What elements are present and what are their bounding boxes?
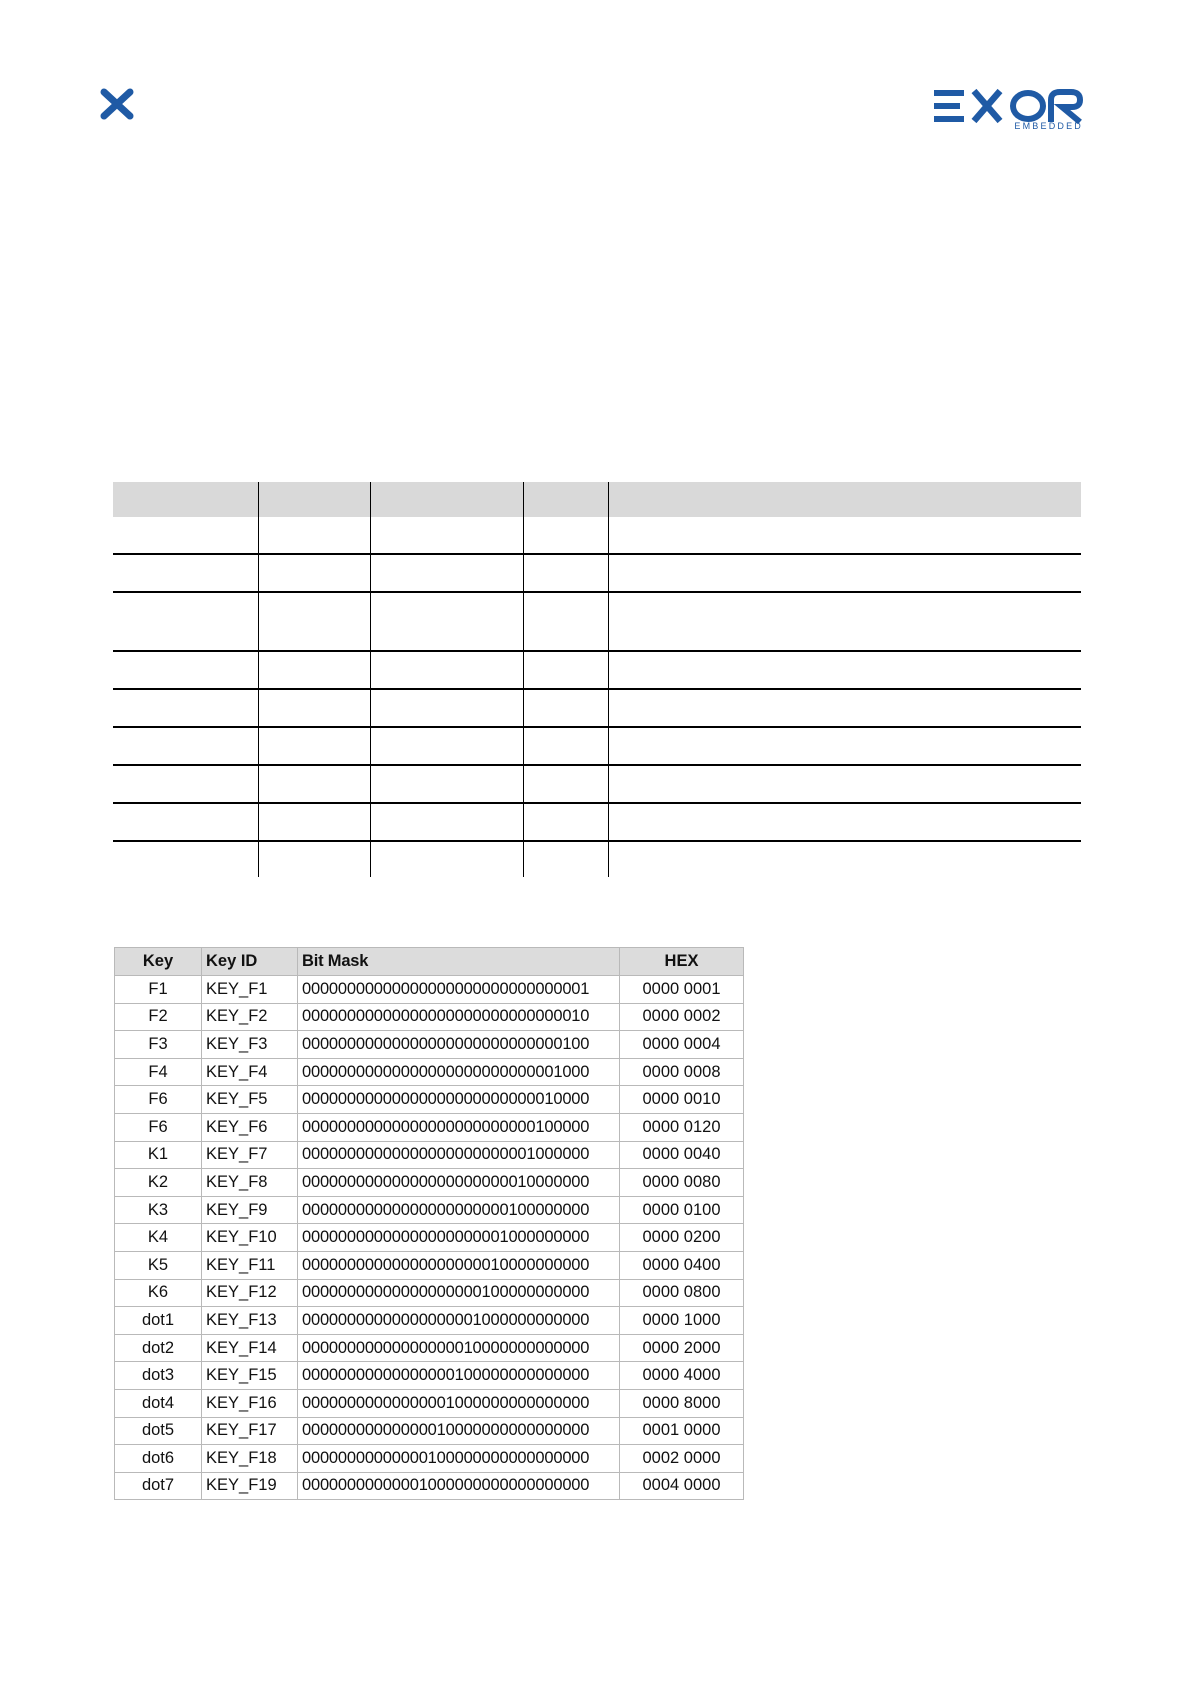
upper-table — [113, 482, 1081, 877]
bit-mask-cell: 00000000000000100000000000000000 — [298, 1445, 620, 1473]
hex-cell: 0000 0040 — [620, 1141, 744, 1169]
table-row — [115, 976, 744, 1004]
table-row — [115, 1141, 744, 1169]
table-row — [115, 1279, 744, 1307]
table-row — [115, 1086, 744, 1114]
key-cell: dot3 — [115, 1362, 202, 1390]
upper-table-header-row — [113, 482, 1081, 517]
column-header-key: Key — [115, 948, 202, 976]
key-cell: F4 — [115, 1058, 202, 1086]
key-cell: dot4 — [115, 1389, 202, 1417]
hex-cell: 0000 0100 — [620, 1196, 744, 1224]
key-cell: dot5 — [115, 1417, 202, 1445]
hex-cell: 0000 0004 — [620, 1031, 744, 1059]
table-row — [115, 1417, 744, 1445]
hex-cell: 0000 1000 — [620, 1307, 744, 1335]
key-id-cell: KEY_F2 — [202, 1003, 298, 1031]
bit-mask-cell: 00000000000000000000100000000000 — [298, 1279, 620, 1307]
bit-mask-cell: 00000000000000000000000000000001 — [298, 976, 620, 1004]
table-row — [115, 1389, 744, 1417]
hex-cell: 0000 0800 — [620, 1279, 744, 1307]
key-id-cell: KEY_F13 — [202, 1307, 298, 1335]
hex-cell: 0000 0200 — [620, 1224, 744, 1252]
key-cell: K6 — [115, 1279, 202, 1307]
key-table-header-row — [115, 948, 744, 976]
key-id-cell: KEY_F12 — [202, 1279, 298, 1307]
table-row — [115, 1003, 744, 1031]
upper-table-row — [113, 841, 1081, 877]
table-row — [115, 1362, 744, 1390]
key-cell: K2 — [115, 1169, 202, 1197]
column-header-hex: HEX — [620, 948, 744, 976]
table-row — [115, 1169, 744, 1197]
key-id-cell: KEY_F6 — [202, 1113, 298, 1141]
table-row — [115, 1224, 744, 1252]
key-cell: F3 — [115, 1031, 202, 1059]
key-id-cell: KEY_F7 — [202, 1141, 298, 1169]
key-cell: K3 — [115, 1196, 202, 1224]
hex-cell: 0001 0000 — [620, 1417, 744, 1445]
key-cell: K4 — [115, 1224, 202, 1252]
hex-cell: 0004 0000 — [620, 1472, 744, 1500]
bit-mask-cell: 00000000000000000000000010000000 — [298, 1169, 620, 1197]
key-cell: F6 — [115, 1113, 202, 1141]
bit-mask-cell: 00000000000000000000000100000000 — [298, 1196, 620, 1224]
table-row — [115, 1251, 744, 1279]
hex-cell: 0002 0000 — [620, 1445, 744, 1473]
bit-mask-cell: 00000000000000000001000000000000 — [298, 1307, 620, 1335]
key-id-cell: KEY_F18 — [202, 1445, 298, 1473]
hex-cell: 0000 0400 — [620, 1251, 744, 1279]
table-row — [115, 1113, 744, 1141]
upper-table-row — [113, 651, 1081, 689]
key-id-cell: KEY_F8 — [202, 1169, 298, 1197]
key-cell: F6 — [115, 1086, 202, 1114]
key-id-cell: KEY_F15 — [202, 1362, 298, 1390]
bit-mask-cell: 00000000000000010000000000000000 — [298, 1417, 620, 1445]
hex-cell: 0000 0120 — [620, 1113, 744, 1141]
table-row — [115, 1307, 744, 1335]
key-cell: K5 — [115, 1251, 202, 1279]
bit-mask-cell: 00000000000000000000000000010000 — [298, 1086, 620, 1114]
key-id-cell: KEY_F9 — [202, 1196, 298, 1224]
logo-subtext: EMBEDDED — [1014, 121, 1083, 131]
key-id-cell: KEY_F10 — [202, 1224, 298, 1252]
upper-table-row — [113, 689, 1081, 727]
hex-cell: 0000 0002 — [620, 1003, 744, 1031]
table-row — [115, 1031, 744, 1059]
x-mark-icon — [100, 88, 134, 120]
upper-table-row — [113, 517, 1081, 554]
key-cell: F2 — [115, 1003, 202, 1031]
key-cell: K1 — [115, 1141, 202, 1169]
table-row — [115, 1472, 744, 1500]
hex-cell: 0000 0008 — [620, 1058, 744, 1086]
bit-mask-cell: 00000000000000000000000000000100 — [298, 1031, 620, 1059]
bit-mask-cell: 00000000000001000000000000000000 — [298, 1472, 620, 1500]
hex-cell: 0000 0080 — [620, 1169, 744, 1197]
key-cell: dot1 — [115, 1307, 202, 1335]
bit-mask-cell: 00000000000000000000000000000010 — [298, 1003, 620, 1031]
bit-mask-cell: 00000000000000000000010000000000 — [298, 1251, 620, 1279]
hex-cell: 0000 4000 — [620, 1362, 744, 1390]
bit-mask-cell: 00000000000000001000000000000000 — [298, 1389, 620, 1417]
key-id-cell: KEY_F1 — [202, 976, 298, 1004]
key-cell: dot2 — [115, 1334, 202, 1362]
upper-table-row — [113, 727, 1081, 765]
column-header-bit-mask: Bit Mask — [298, 948, 620, 976]
table-row — [115, 1058, 744, 1086]
upper-table-row — [113, 803, 1081, 841]
key-id-cell: KEY_F11 — [202, 1251, 298, 1279]
key-cell: F1 — [115, 976, 202, 1004]
upper-table-row — [113, 592, 1081, 651]
key-id-cell: KEY_F16 — [202, 1389, 298, 1417]
bit-mask-cell: 00000000000000000100000000000000 — [298, 1362, 620, 1390]
hex-cell: 0000 0010 — [620, 1086, 744, 1114]
hex-cell: 0000 8000 — [620, 1389, 744, 1417]
key-id-cell: KEY_F3 — [202, 1031, 298, 1059]
key-table-body — [115, 976, 744, 1500]
bit-mask-cell: 00000000000000000000001000000000 — [298, 1224, 620, 1252]
column-header-key-id: Key ID — [202, 948, 298, 976]
bit-mask-cell: 00000000000000000000000000001000 — [298, 1058, 620, 1086]
key-cell: dot7 — [115, 1472, 202, 1500]
key-id-cell: KEY_F5 — [202, 1086, 298, 1114]
upper-table-row — [113, 765, 1081, 803]
key-id-cell: KEY_F19 — [202, 1472, 298, 1500]
bit-mask-cell: 00000000000000000000000000100000 — [298, 1113, 620, 1141]
key-cell: dot6 — [115, 1445, 202, 1473]
bit-mask-cell: 00000000000000000010000000000000 — [298, 1334, 620, 1362]
key-id-cell: KEY_F17 — [202, 1417, 298, 1445]
table-row — [115, 1334, 744, 1362]
table-row — [115, 1445, 744, 1473]
bit-mask-cell: 00000000000000000000000001000000 — [298, 1141, 620, 1169]
hex-cell: 0000 0001 — [620, 976, 744, 1004]
key-id-cell: KEY_F4 — [202, 1058, 298, 1086]
upper-table-row — [113, 554, 1081, 592]
hex-cell: 0000 2000 — [620, 1334, 744, 1362]
table-row — [115, 1196, 744, 1224]
key-bitmask-table — [114, 947, 744, 1500]
key-id-cell: KEY_F14 — [202, 1334, 298, 1362]
